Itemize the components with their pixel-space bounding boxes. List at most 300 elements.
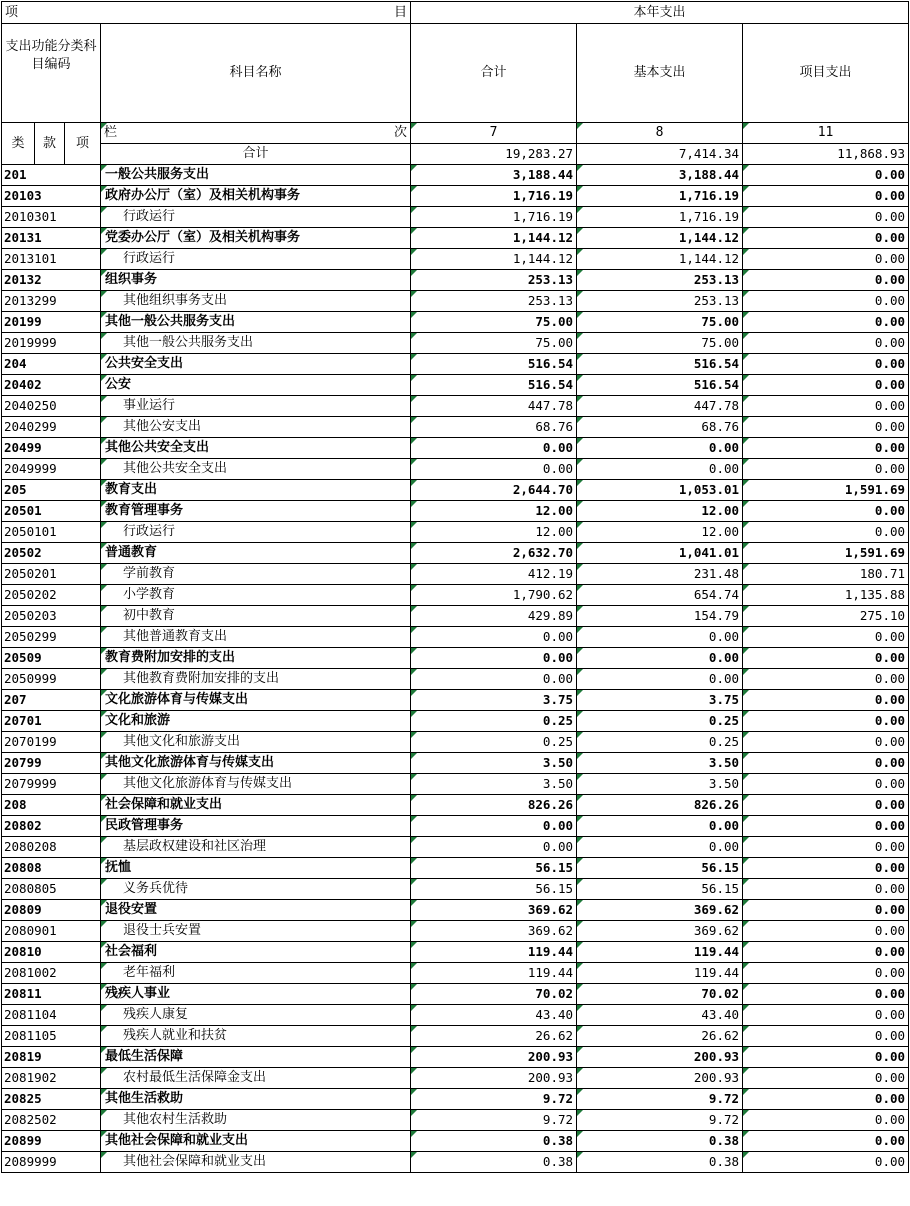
row-code: 2040250	[2, 396, 101, 417]
row-basic: 231.48	[577, 564, 743, 585]
row-basic: 200.93	[577, 1047, 743, 1068]
row-name: 行政运行	[101, 207, 411, 228]
total-row-label: 合计	[101, 144, 411, 165]
row-project: 0.00	[743, 690, 909, 711]
row-basic: 1,716.19	[577, 186, 743, 207]
row-basic: 826.26	[577, 795, 743, 816]
table-row	[2, 564, 909, 585]
row-name: 老年福利	[101, 963, 411, 984]
row-code: 2082502	[2, 1110, 101, 1131]
row-total: 429.89	[411, 606, 577, 627]
row-total: 253.13	[411, 270, 577, 291]
row-name: 其他社会保障和就业支出	[101, 1152, 411, 1173]
row-basic: 3.75	[577, 690, 743, 711]
row-name: 文化旅游体育与传媒支出	[101, 690, 411, 711]
row-basic: 447.78	[577, 396, 743, 417]
row-total: 0.25	[411, 711, 577, 732]
row-basic: 200.93	[577, 1068, 743, 1089]
row-code: 20199	[2, 312, 101, 333]
row-basic: 516.54	[577, 375, 743, 396]
row-basic: 1,144.12	[577, 228, 743, 249]
row-basic: 0.00	[577, 648, 743, 669]
row-name: 最低生活保障	[101, 1047, 411, 1068]
row-name: 其他普通教育支出	[101, 627, 411, 648]
row-code: 2089999	[2, 1152, 101, 1173]
row-name: 教育管理事务	[101, 501, 411, 522]
table-row	[2, 921, 909, 942]
header-project-label: 项目支出	[743, 24, 909, 123]
row-basic: 0.25	[577, 711, 743, 732]
row-project: 0.00	[743, 858, 909, 879]
table-row	[2, 837, 909, 858]
row-code: 2010301	[2, 207, 101, 228]
row-code: 2081105	[2, 1026, 101, 1047]
table-row	[2, 732, 909, 753]
row-name: 文化和旅游	[101, 711, 411, 732]
row-basic: 516.54	[577, 354, 743, 375]
table-row	[2, 795, 909, 816]
row-code: 20809	[2, 900, 101, 921]
row-total: 0.00	[411, 438, 577, 459]
row-total: 253.13	[411, 291, 577, 312]
row-basic: 0.00	[577, 459, 743, 480]
table-row	[2, 291, 909, 312]
row-code: 2081104	[2, 1005, 101, 1026]
row-basic: 12.00	[577, 522, 743, 543]
row-basic: 1,053.01	[577, 480, 743, 501]
row-name: 社会福利	[101, 942, 411, 963]
row-project: 0.00	[743, 900, 909, 921]
row-total: 3.50	[411, 753, 577, 774]
row-basic: 12.00	[577, 501, 743, 522]
table-row	[2, 1068, 909, 1089]
row-total: 12.00	[411, 522, 577, 543]
row-basic: 75.00	[577, 333, 743, 354]
row-total: 1,144.12	[411, 228, 577, 249]
row-total: 0.25	[411, 732, 577, 753]
row-name: 其他文化和旅游支出	[101, 732, 411, 753]
row-code: 2081002	[2, 963, 101, 984]
row-code: 2080901	[2, 921, 101, 942]
row-total: 2,632.70	[411, 543, 577, 564]
row-code: 207	[2, 690, 101, 711]
row-name: 其他社会保障和就业支出	[101, 1131, 411, 1152]
row-name: 其他公安支出	[101, 417, 411, 438]
row-name: 社会保障和就业支出	[101, 795, 411, 816]
row-basic: 68.76	[577, 417, 743, 438]
row-code: 2050202	[2, 585, 101, 606]
row-basic: 119.44	[577, 942, 743, 963]
row-code: 20701	[2, 711, 101, 732]
row-basic: 1,716.19	[577, 207, 743, 228]
row-project: 0.00	[743, 291, 909, 312]
table-row	[2, 354, 909, 375]
table-row	[2, 1089, 909, 1110]
row-total: 0.00	[411, 627, 577, 648]
row-name: 其他一般公共服务支出	[101, 312, 411, 333]
row-basic: 26.62	[577, 1026, 743, 1047]
row-basic: 0.00	[577, 438, 743, 459]
row-name: 公共安全支出	[101, 354, 411, 375]
row-total: 26.62	[411, 1026, 577, 1047]
row-name: 民政管理事务	[101, 816, 411, 837]
row-code: 20501	[2, 501, 101, 522]
total-row-project: 11,868.93	[743, 144, 909, 165]
row-project: 0.00	[743, 1068, 909, 1089]
header-code-label: 支出功能分类科目编码	[2, 24, 101, 123]
row-total: 0.38	[411, 1152, 577, 1173]
table-row	[2, 585, 909, 606]
row-project: 275.10	[743, 606, 909, 627]
row-code: 20899	[2, 1131, 101, 1152]
row-name: 其他一般公共服务支出	[101, 333, 411, 354]
row-name: 其他公共安全支出	[101, 438, 411, 459]
table-row	[2, 417, 909, 438]
row-name: 其他文化旅游体育与传媒支出	[101, 753, 411, 774]
row-project: 0.00	[743, 669, 909, 690]
row-code: 2050999	[2, 669, 101, 690]
row-project: 0.00	[743, 879, 909, 900]
expenditure-table	[1, 1, 909, 1173]
row-project: 0.00	[743, 732, 909, 753]
row-total: 516.54	[411, 375, 577, 396]
row-code: 20131	[2, 228, 101, 249]
col-number-basic: 8	[577, 123, 743, 144]
row-basic: 154.79	[577, 606, 743, 627]
table-row	[2, 396, 909, 417]
table-row	[2, 1005, 909, 1026]
row-basic: 369.62	[577, 921, 743, 942]
header-name-label: 科目名称	[101, 24, 411, 123]
row-project: 0.00	[743, 1110, 909, 1131]
row-project: 0.00	[743, 207, 909, 228]
table-row	[2, 522, 909, 543]
row-name: 政府办公厅（室）及相关机构事务	[101, 186, 411, 207]
row-code: 20825	[2, 1089, 101, 1110]
row-name: 行政运行	[101, 249, 411, 270]
row-code: 20103	[2, 186, 101, 207]
row-code: 2081902	[2, 1068, 101, 1089]
row-name: 教育费附加安排的支出	[101, 648, 411, 669]
table-row	[2, 711, 909, 732]
row-basic: 3,188.44	[577, 165, 743, 186]
table-body	[2, 165, 909, 1173]
header-lei: 类	[2, 123, 35, 165]
table-row	[2, 879, 909, 900]
row-basic: 70.02	[577, 984, 743, 1005]
row-total: 369.62	[411, 900, 577, 921]
row-project: 0.00	[743, 837, 909, 858]
table-row	[2, 543, 909, 564]
table-row	[2, 1152, 909, 1173]
row-project: 0.00	[743, 1047, 909, 1068]
row-project: 0.00	[743, 375, 909, 396]
table-row	[2, 606, 909, 627]
row-project: 0.00	[743, 1131, 909, 1152]
row-project: 180.71	[743, 564, 909, 585]
row-code: 2079999	[2, 774, 101, 795]
row-basic: 56.15	[577, 879, 743, 900]
header-kuan: 款	[35, 123, 65, 165]
row-name: 残疾人就业和扶贫	[101, 1026, 411, 1047]
total-row-basic: 7,414.34	[577, 144, 743, 165]
row-total: 200.93	[411, 1068, 577, 1089]
row-total: 0.00	[411, 648, 577, 669]
row-basic: 654.74	[577, 585, 743, 606]
row-total: 56.15	[411, 858, 577, 879]
table-row	[2, 1026, 909, 1047]
table-row	[2, 186, 909, 207]
row-name: 公安	[101, 375, 411, 396]
row-total: 0.00	[411, 669, 577, 690]
row-name: 教育支出	[101, 480, 411, 501]
row-basic: 0.00	[577, 816, 743, 837]
row-basic: 43.40	[577, 1005, 743, 1026]
row-name: 残疾人康复	[101, 1005, 411, 1026]
row-total: 1,144.12	[411, 249, 577, 270]
row-name: 一般公共服务支出	[101, 165, 411, 186]
header-lan: 栏	[104, 125, 118, 140]
row-project: 0.00	[743, 753, 909, 774]
row-project: 0.00	[743, 270, 909, 291]
table-row	[2, 900, 909, 921]
row-total: 826.26	[411, 795, 577, 816]
row-code: 2019999	[2, 333, 101, 354]
table-row	[2, 774, 909, 795]
row-code: 2050203	[2, 606, 101, 627]
row-code: 2070199	[2, 732, 101, 753]
row-project: 0.00	[743, 459, 909, 480]
row-code: 2050201	[2, 564, 101, 585]
row-project: 0.00	[743, 963, 909, 984]
row-basic: 253.13	[577, 291, 743, 312]
row-total: 1,790.62	[411, 585, 577, 606]
table-row	[2, 942, 909, 963]
table-row	[2, 669, 909, 690]
table-row	[2, 858, 909, 879]
col-number-project: 11	[743, 123, 909, 144]
row-project: 0.00	[743, 711, 909, 732]
row-total: 516.54	[411, 354, 577, 375]
row-basic: 1,144.12	[577, 249, 743, 270]
row-name: 普通教育	[101, 543, 411, 564]
table-row	[2, 480, 909, 501]
row-code: 2049999	[2, 459, 101, 480]
row-code: 20819	[2, 1047, 101, 1068]
row-basic: 369.62	[577, 900, 743, 921]
row-total: 3,188.44	[411, 165, 577, 186]
row-basic: 0.25	[577, 732, 743, 753]
row-name: 基层政权建设和社区治理	[101, 837, 411, 858]
row-total: 70.02	[411, 984, 577, 1005]
row-name: 其他文化旅游体育与传媒支出	[101, 774, 411, 795]
row-code: 20132	[2, 270, 101, 291]
table-row	[2, 1047, 909, 1068]
row-project: 0.00	[743, 1005, 909, 1026]
row-total: 369.62	[411, 921, 577, 942]
row-name: 其他教育费附加安排的支出	[101, 669, 411, 690]
row-code: 2013299	[2, 291, 101, 312]
row-code: 2013101	[2, 249, 101, 270]
row-total: 9.72	[411, 1110, 577, 1131]
row-name: 其他农村生活救助	[101, 1110, 411, 1131]
table-row	[2, 459, 909, 480]
row-project: 0.00	[743, 816, 909, 837]
row-basic: 1,041.01	[577, 543, 743, 564]
row-project: 0.00	[743, 1026, 909, 1047]
row-total: 0.00	[411, 816, 577, 837]
header-lanci	[101, 123, 411, 144]
row-project: 0.00	[743, 795, 909, 816]
table-row	[2, 270, 909, 291]
header-year-expense: 本年支出	[411, 2, 909, 24]
row-basic: 0.00	[577, 627, 743, 648]
row-project: 0.00	[743, 1089, 909, 1110]
row-name: 事业运行	[101, 396, 411, 417]
row-name: 残疾人事业	[101, 984, 411, 1005]
row-total: 75.00	[411, 333, 577, 354]
row-code: 2050101	[2, 522, 101, 543]
table-row	[2, 501, 909, 522]
row-project: 0.00	[743, 1152, 909, 1173]
row-basic: 9.72	[577, 1110, 743, 1131]
row-project: 1,591.69	[743, 543, 909, 564]
table-row	[2, 165, 909, 186]
row-code: 2080208	[2, 837, 101, 858]
row-total: 3.75	[411, 690, 577, 711]
row-code: 20802	[2, 816, 101, 837]
table-row	[2, 1110, 909, 1131]
row-total: 0.00	[411, 459, 577, 480]
row-project: 0.00	[743, 165, 909, 186]
row-name: 组织事务	[101, 270, 411, 291]
total-row-total: 19,283.27	[411, 144, 577, 165]
row-total: 1,716.19	[411, 207, 577, 228]
row-total: 3.50	[411, 774, 577, 795]
header-ci: 次	[394, 125, 408, 140]
row-basic: 75.00	[577, 312, 743, 333]
row-project: 0.00	[743, 333, 909, 354]
row-name: 农村最低生活保障金支出	[101, 1068, 411, 1089]
table-row	[2, 207, 909, 228]
row-name: 行政运行	[101, 522, 411, 543]
table-row	[2, 228, 909, 249]
table-row	[2, 375, 909, 396]
row-code: 20402	[2, 375, 101, 396]
row-basic: 56.15	[577, 858, 743, 879]
table-row	[2, 312, 909, 333]
row-total: 447.78	[411, 396, 577, 417]
row-project: 1,591.69	[743, 480, 909, 501]
row-basic: 0.00	[577, 837, 743, 858]
row-code: 20499	[2, 438, 101, 459]
header-basic-label: 基本支出	[577, 24, 743, 123]
row-basic: 9.72	[577, 1089, 743, 1110]
row-project: 0.00	[743, 921, 909, 942]
row-name: 小学教育	[101, 585, 411, 606]
row-name: 初中教育	[101, 606, 411, 627]
table-row	[2, 816, 909, 837]
row-project: 0.00	[743, 522, 909, 543]
row-project: 0.00	[743, 312, 909, 333]
row-code: 205	[2, 480, 101, 501]
row-project: 1,135.88	[743, 585, 909, 606]
table-row	[2, 963, 909, 984]
table-row	[2, 753, 909, 774]
row-code: 2080805	[2, 879, 101, 900]
row-project: 0.00	[743, 249, 909, 270]
row-total: 0.38	[411, 1131, 577, 1152]
header-xiang: 项	[5, 4, 19, 20]
row-project: 0.00	[743, 627, 909, 648]
row-project: 0.00	[743, 942, 909, 963]
col-number-total: 7	[411, 123, 577, 144]
row-project: 0.00	[743, 774, 909, 795]
row-code: 20799	[2, 753, 101, 774]
table-row	[2, 627, 909, 648]
header-total-label: 合计	[411, 24, 577, 123]
table-row	[2, 249, 909, 270]
row-basic: 0.38	[577, 1131, 743, 1152]
row-total: 68.76	[411, 417, 577, 438]
table-row	[2, 438, 909, 459]
row-code: 20509	[2, 648, 101, 669]
row-total: 119.44	[411, 942, 577, 963]
row-total: 1,716.19	[411, 186, 577, 207]
row-basic: 3.50	[577, 774, 743, 795]
table-row	[2, 984, 909, 1005]
row-total: 75.00	[411, 312, 577, 333]
row-code: 20502	[2, 543, 101, 564]
row-code: 2040299	[2, 417, 101, 438]
table-row	[2, 333, 909, 354]
row-project: 0.00	[743, 984, 909, 1005]
row-name: 其他公共安全支出	[101, 459, 411, 480]
row-total: 0.00	[411, 837, 577, 858]
row-basic: 0.00	[577, 669, 743, 690]
row-code: 208	[2, 795, 101, 816]
row-name: 抚恤	[101, 858, 411, 879]
row-project: 0.00	[743, 438, 909, 459]
row-name: 其他组织事务支出	[101, 291, 411, 312]
row-total: 56.15	[411, 879, 577, 900]
row-name: 学前教育	[101, 564, 411, 585]
row-project: 0.00	[743, 417, 909, 438]
row-total: 200.93	[411, 1047, 577, 1068]
row-name: 退役士兵安置	[101, 921, 411, 942]
row-project: 0.00	[743, 396, 909, 417]
row-project: 0.00	[743, 648, 909, 669]
table-row	[2, 690, 909, 711]
row-project: 0.00	[743, 228, 909, 249]
row-basic: 3.50	[577, 753, 743, 774]
row-total: 43.40	[411, 1005, 577, 1026]
row-basic: 119.44	[577, 963, 743, 984]
row-project: 0.00	[743, 186, 909, 207]
row-total: 412.19	[411, 564, 577, 585]
row-name: 其他生活救助	[101, 1089, 411, 1110]
row-code: 204	[2, 354, 101, 375]
row-code: 20811	[2, 984, 101, 1005]
header-mu: 目	[394, 4, 408, 20]
row-project: 0.00	[743, 354, 909, 375]
header-item-cell	[2, 2, 411, 24]
row-basic: 253.13	[577, 270, 743, 291]
row-code: 2050299	[2, 627, 101, 648]
row-code: 20808	[2, 858, 101, 879]
row-project: 0.00	[743, 501, 909, 522]
header-xiang2: 项	[65, 123, 101, 165]
